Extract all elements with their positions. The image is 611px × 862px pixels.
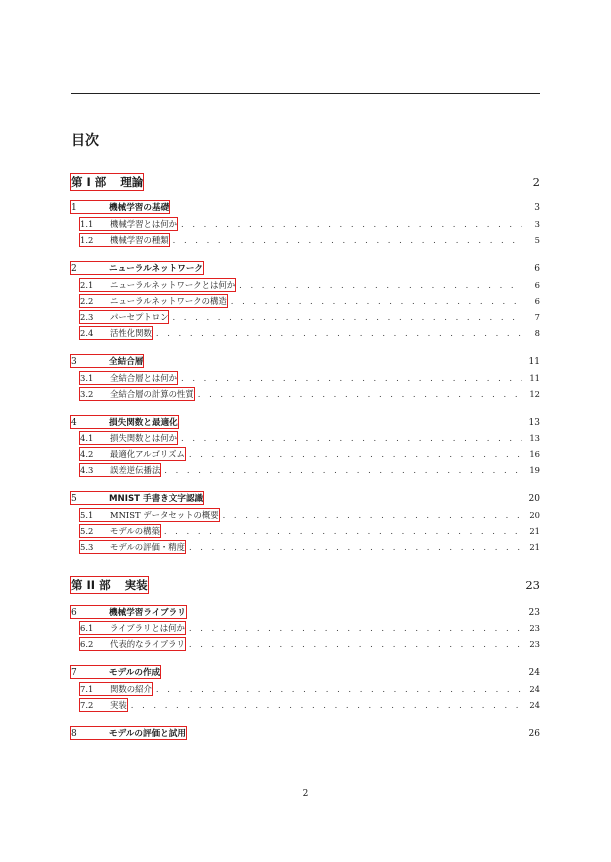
- leader-dots: [189, 542, 522, 552]
- toc-link-section-7-1[interactable]: 7.1 関数の紹介: [80, 684, 152, 694]
- leader-dots: [164, 465, 522, 475]
- toc-link-chapter-3[interactable]: 3 全結合層: [71, 357, 144, 367]
- toc-link-section-2-3[interactable]: 2.3 パーセプトロン: [80, 312, 169, 322]
- leader-dots: [173, 235, 522, 245]
- page-number: 8: [534, 328, 540, 338]
- toc-link-section-5-3[interactable]: 5.3 モデルの評価・精度: [80, 542, 185, 552]
- leader-dots: [223, 510, 522, 520]
- page-number: 3: [534, 203, 540, 213]
- page-number: 6: [534, 264, 540, 274]
- page-number: 3: [534, 219, 540, 229]
- page-number: 16: [529, 449, 540, 459]
- leader-dots: [156, 328, 522, 338]
- toc-link-section-3-2[interactable]: 3.2 全結合層の計算の性質: [80, 389, 194, 399]
- leader-dots: [172, 312, 522, 322]
- toc-link-chapter-1[interactable]: 1 機械学習の基礎: [71, 203, 170, 213]
- toc-link-chapter-8[interactable]: 8 モデルの評価と試用: [71, 729, 186, 739]
- toc-section-3-1: [71, 372, 540, 384]
- leader-dots: [181, 219, 522, 229]
- leader-dots: [198, 389, 522, 399]
- leader-dots: [181, 373, 522, 383]
- toc-chapter-7: [71, 666, 540, 678]
- toc-link-section-1-1[interactable]: 1.1 機械学習とは何か: [80, 219, 177, 229]
- toc-section-5-1: [71, 509, 540, 521]
- page-number: 13: [529, 433, 540, 443]
- toc-link-section-6-2[interactable]: 6.2 代表的なライブラリ: [80, 639, 185, 649]
- page-number: 7: [534, 312, 540, 322]
- leader-dots: [189, 639, 522, 649]
- page-number: 5: [534, 235, 540, 245]
- toc-link-section-5-1[interactable]: 5.1 MNIST データセットの概要: [80, 510, 219, 520]
- page-number: 23: [525, 578, 540, 592]
- page-number: 20: [529, 510, 540, 520]
- toc-part-1: [71, 174, 540, 190]
- toc-link-section-6-1[interactable]: 6.1 ライブラリとは何か: [80, 623, 185, 633]
- toc-section-6-2: [71, 638, 540, 650]
- toc-chapter-8: [71, 727, 540, 739]
- toc-section-3-2: [71, 388, 540, 400]
- page-number: 23: [528, 608, 540, 618]
- toc-section-4-1: [71, 432, 540, 444]
- toc-section-2-3: [71, 311, 540, 323]
- toc-link-section-3-1[interactable]: 3.1 全結合層とは何か: [80, 373, 177, 383]
- toc-link-chapter-7[interactable]: 7 モデルの作成: [71, 668, 161, 678]
- toc-section-6-1: [71, 622, 540, 634]
- page-number: 12: [529, 389, 540, 399]
- toc-section-7-1: [71, 683, 540, 695]
- page-number: 21: [529, 526, 540, 536]
- toc-link-section-4-2[interactable]: 4.2 最適化アルゴリズム: [80, 449, 185, 459]
- toc-link-section-5-2[interactable]: 5.2 モデルの構築: [80, 526, 160, 536]
- toc-link-section-1-2[interactable]: 1.2 機械学習の種類: [80, 235, 169, 245]
- toc-section-2-2: [71, 295, 540, 307]
- toc-section-5-3: [71, 541, 540, 553]
- page-number: 26: [528, 729, 540, 739]
- page-number: 23: [529, 623, 540, 633]
- toc-section-2-4: [71, 327, 540, 339]
- toc-section-1-1: [71, 218, 540, 230]
- toc-link-chapter-2[interactable]: 2 ニューラルネットワーク: [71, 264, 204, 274]
- leader-dots: [189, 623, 522, 633]
- toc-chapter-3: [71, 355, 540, 367]
- leader-dots: [131, 700, 522, 710]
- page-number: 13: [528, 418, 540, 428]
- leader-dots: [189, 449, 522, 459]
- toc-link-chapter-4[interactable]: 4 損失関数と最適化: [71, 418, 178, 428]
- toc-link-chapter-6[interactable]: 6 機械学習ライブラリ: [71, 608, 186, 618]
- toc-section-4-2: [71, 448, 540, 460]
- toc-section-4-3: [71, 464, 540, 476]
- leader-dots: [164, 526, 522, 536]
- toc-section-5-2: [71, 525, 540, 537]
- header-rule: [71, 93, 540, 94]
- page-number: 24: [528, 668, 540, 678]
- toc-part-2: [71, 577, 540, 593]
- toc-chapter-1: [71, 201, 540, 213]
- toc-section-1-2: [71, 234, 540, 246]
- leader-dots: [231, 296, 522, 306]
- toc-section-7-2: [71, 699, 540, 711]
- toc-link-part-1[interactable]: 第 I 部 理論: [71, 175, 144, 189]
- toc-chapter-6: [71, 606, 540, 618]
- page-number: 24: [529, 684, 540, 694]
- footer-page-number: 2: [302, 789, 309, 799]
- leader-dots: [181, 433, 522, 443]
- page-number: 11: [528, 357, 540, 367]
- toc-link-section-4-3[interactable]: 4.3 誤差逆伝播法: [80, 465, 161, 475]
- toc-link-section-2-1[interactable]: 2.1 ニューラルネットワークとは何か: [80, 280, 236, 290]
- page-number: 20: [528, 494, 540, 504]
- page-number: 21: [529, 542, 540, 552]
- page-number: 11: [529, 373, 540, 383]
- leader-dots: [156, 684, 522, 694]
- page-number: 6: [534, 280, 540, 290]
- toc-link-part-2[interactable]: 第 II 部 実装: [71, 578, 148, 592]
- toc-link-section-4-1[interactable]: 4.1 損失関数とは何か: [80, 433, 177, 443]
- page-number: 6: [534, 296, 540, 306]
- page-number: 19: [529, 465, 540, 475]
- toc-heading: 目次: [71, 133, 99, 149]
- leader-dots: [239, 280, 522, 290]
- toc-chapter-4: [71, 416, 540, 428]
- page-number: 23: [529, 639, 540, 649]
- toc-link-section-2-2[interactable]: 2.2 ニューラルネットワークの構造: [80, 296, 227, 306]
- toc-chapter-2: [71, 262, 540, 274]
- toc-link-section-7-2[interactable]: 7.2 実装: [80, 700, 127, 710]
- toc-link-section-2-4[interactable]: 2.4 活性化関数: [80, 328, 152, 338]
- toc-chapter-5: [71, 492, 540, 504]
- page-number: 2: [532, 175, 540, 189]
- toc-link-chapter-5[interactable]: 5 MNIST 手書き文字認識: [71, 494, 204, 504]
- page-number: 24: [529, 700, 540, 710]
- toc-section-2-1: [71, 279, 540, 291]
